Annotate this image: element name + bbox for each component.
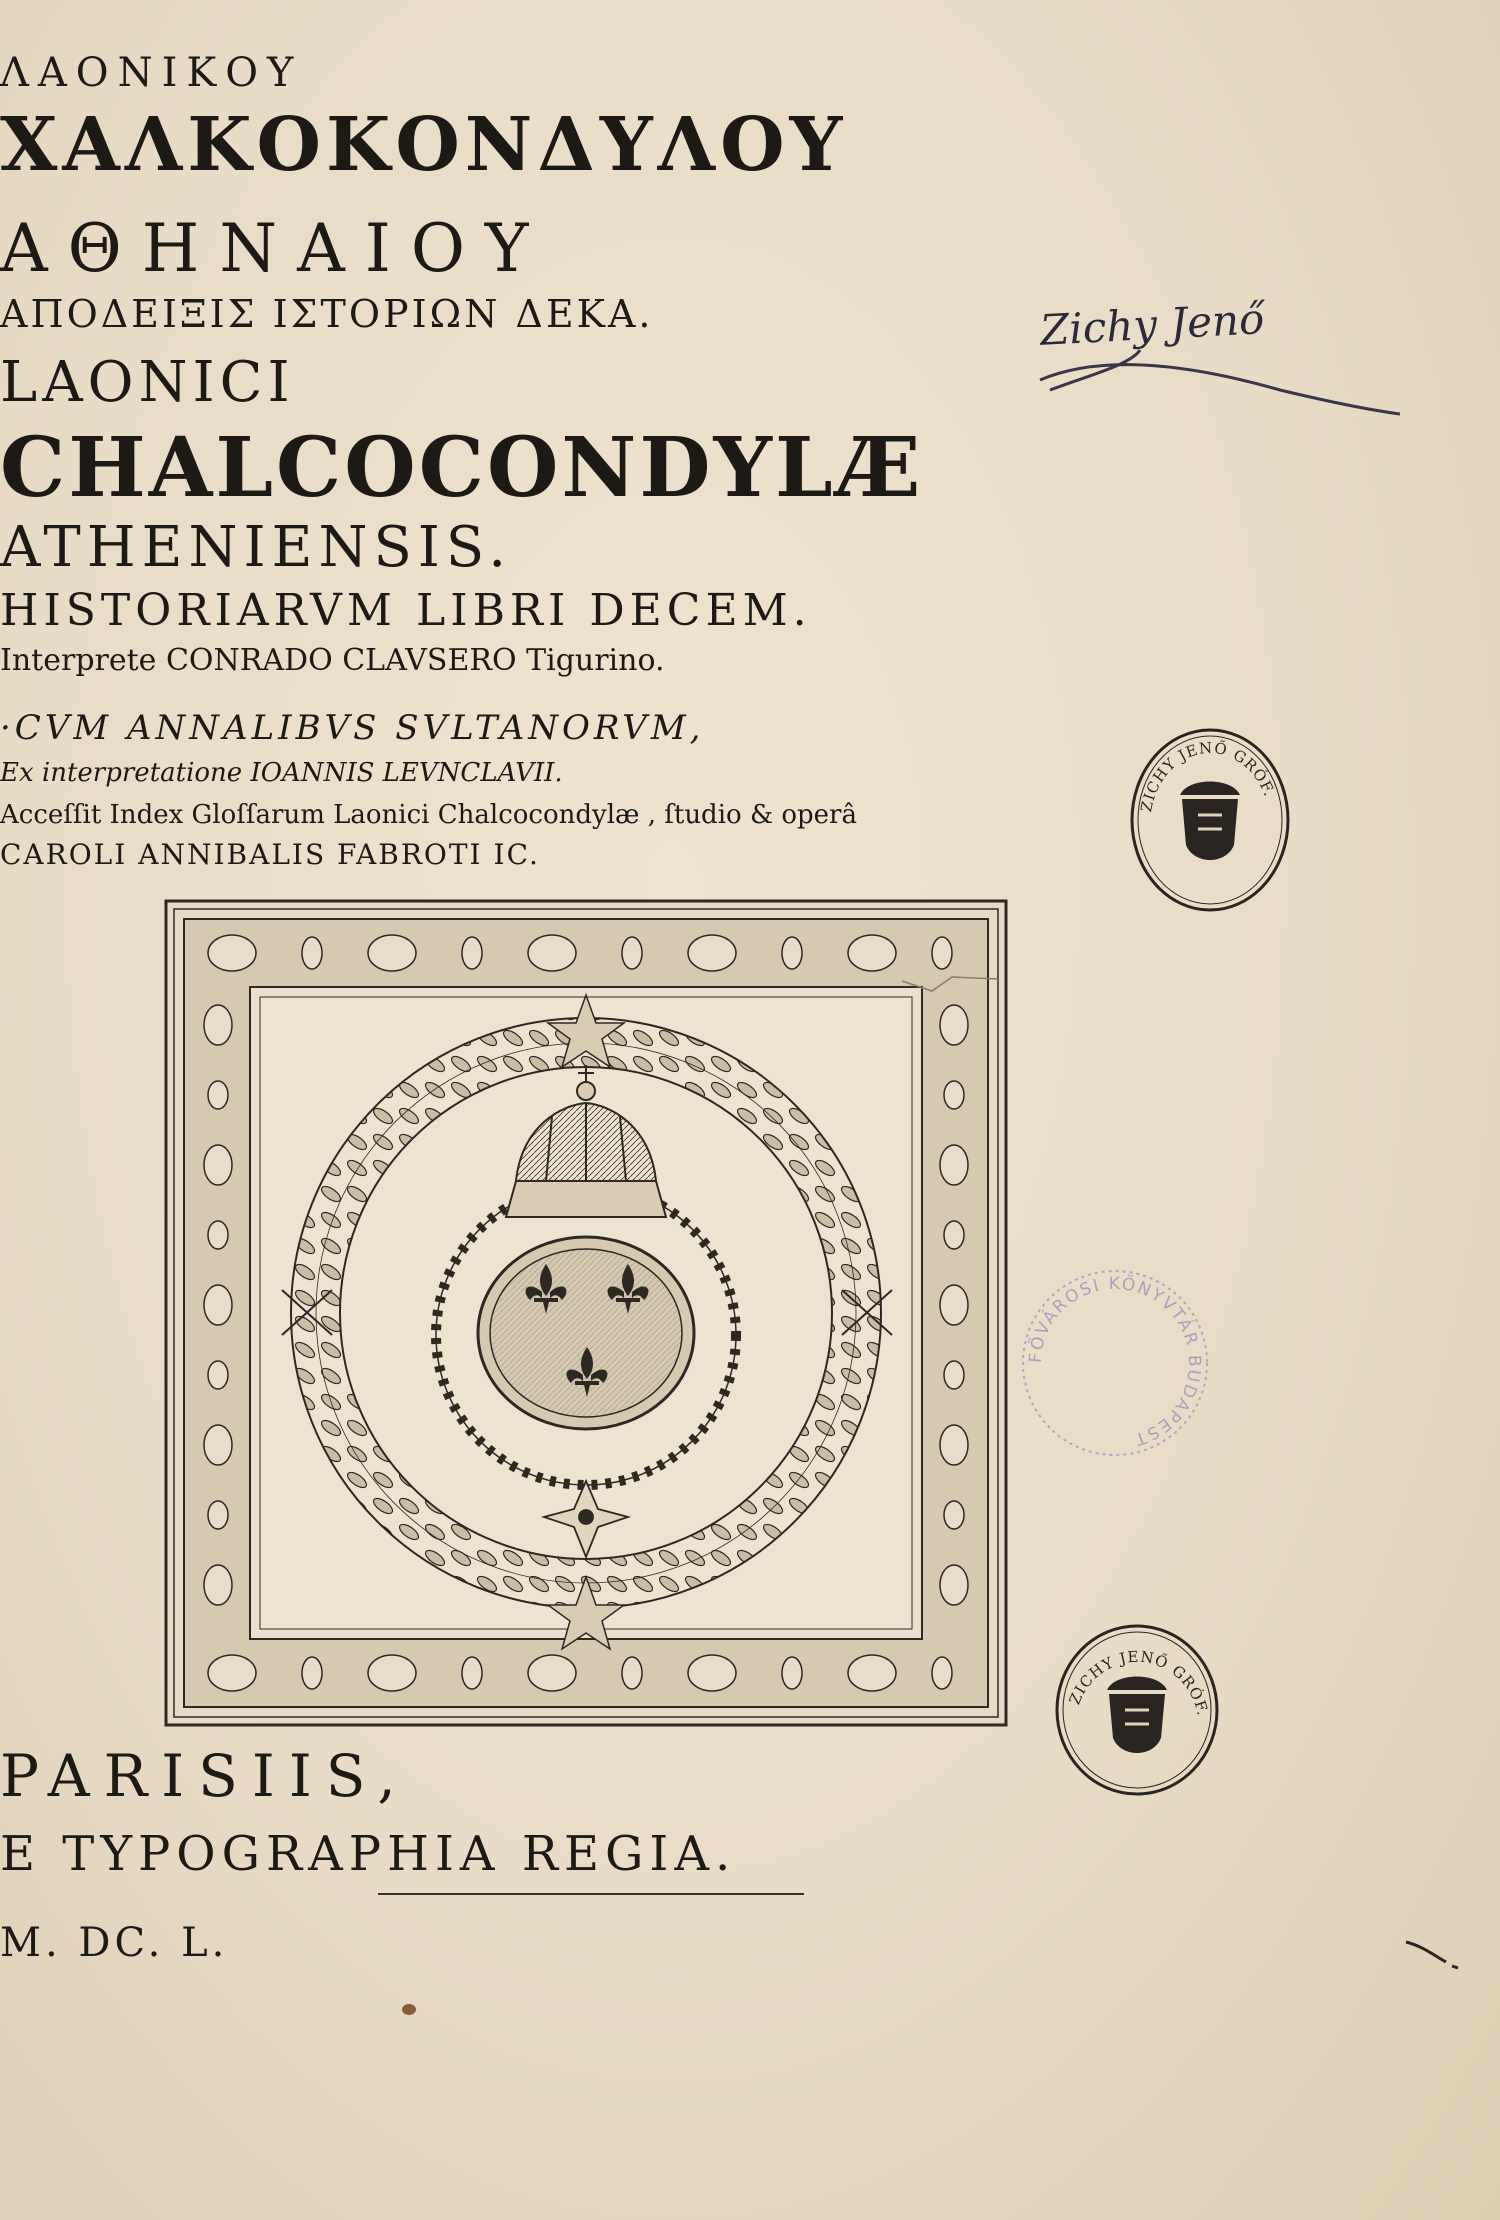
annals-translator-line: Ex interpretatione IOANNIS LEVNCLAVII. — [0, 758, 563, 788]
latin-author-last: CHALCOCONDYLÆ — [0, 420, 924, 516]
svg-text:FŐVÁROSI KÖNYVTÁR BUDAPEST: FŐVÁROSI KÖNYVTÁR BUDAPEST — [1025, 1273, 1205, 1450]
greek-work-title: ΑΠΟΔΕΙΞΙΣ ΙΣΤΟΡΙΩΝ ΔΕΚΑ. — [0, 292, 654, 336]
greek-origin: ΑΘΗΝΑΙΟΥ — [0, 210, 549, 287]
imprint-place: PARISIIS, — [0, 1742, 410, 1810]
royal-arms-engraving — [162, 895, 1017, 1730]
greek-author-first: ΛΑΟΝΙΚΟΥ — [0, 50, 303, 96]
annals-line: ·CVM ANNALIBVS SVLTANORVM, — [0, 708, 705, 748]
interpreter-line: Interprete CONRADO CLAVSERO Tigurino. — [0, 643, 665, 678]
svg-text:ZICHY JENŐ GRÓF.: ZICHY JENŐ GRÓF. — [1065, 1647, 1212, 1718]
handwritten-signature: Zichy Jenő — [1038, 294, 1266, 355]
library-stamp — [1010, 1258, 1220, 1468]
greek-author-last: ΧΑΛΚΟΚΟΝΔΥΛΟΥ — [0, 102, 848, 188]
ink-mark — [1402, 1932, 1482, 1972]
svg-text:ZICHY JENŐ GRÓF.: ZICHY JENŐ GRÓF. — [1137, 738, 1279, 814]
imprint-printer: E TYPOGRAPHIA REGIA. — [0, 1826, 737, 1882]
imprint-year: M. DC. L. — [0, 1920, 229, 1966]
imprint-rule — [378, 1893, 804, 1895]
signature-flourish — [1030, 330, 1410, 440]
ownership-stamp-top — [1128, 725, 1293, 915]
latin-work-title: HISTORIARVM LIBRI DECEM. — [0, 585, 812, 636]
paper-stain — [402, 2004, 416, 2015]
latin-origin: ATHENIENSIS. — [0, 515, 513, 580]
index-note-line: Acceſſit Index Gloſſarum Laonici Chalcocondylæ , ſtudio & operâ — [0, 800, 857, 830]
ownership-stamp-bottom — [1052, 1620, 1222, 1800]
index-editor-line: CAROLI ANNIBALIS FABROTI IC. — [0, 838, 540, 871]
latin-author-first: LAONICI — [0, 350, 295, 415]
